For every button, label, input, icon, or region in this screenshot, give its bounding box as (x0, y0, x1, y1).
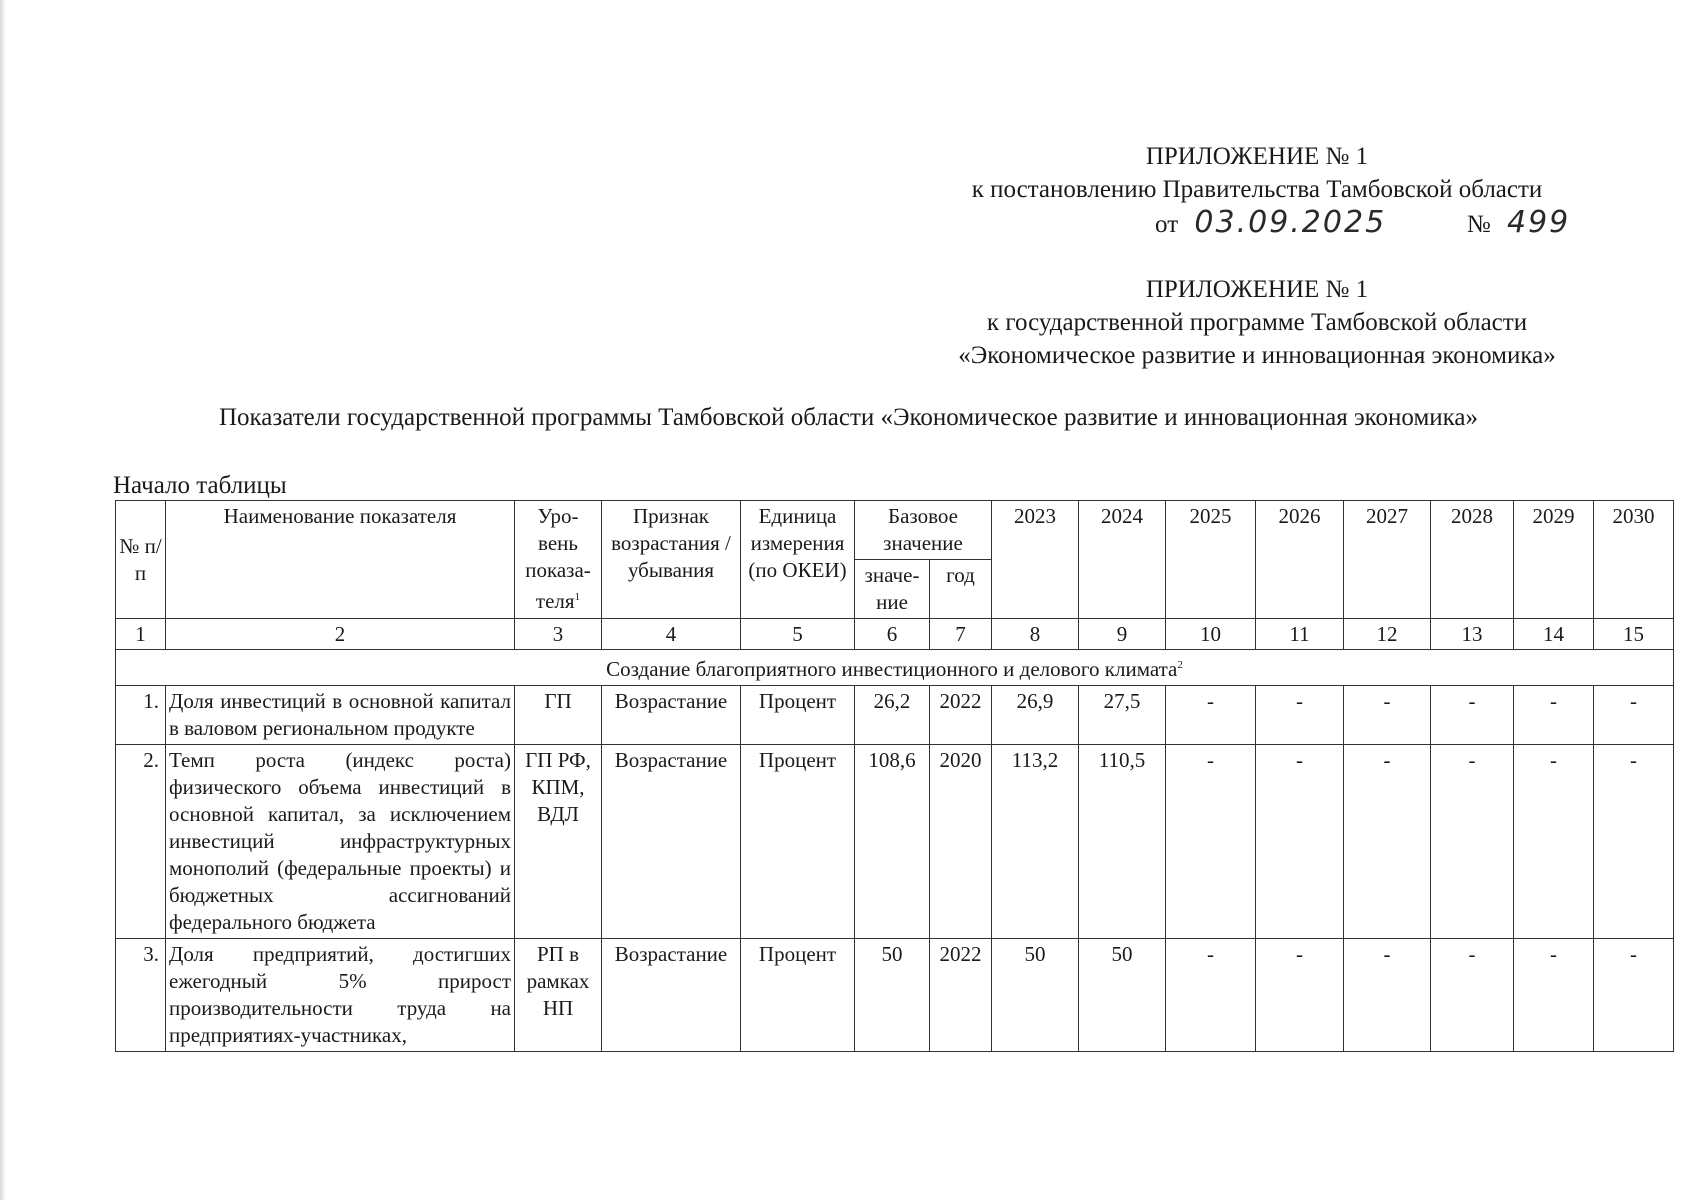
row-value-2029: - (1514, 939, 1594, 1052)
row-num: 3. (116, 939, 166, 1052)
column-number: 11 (1256, 619, 1344, 650)
row-indicator-name: Доля предприятий, достигших ежегодный 5% прирост производительности труда на предприятиях-участниках, (166, 939, 515, 1052)
handwritten-number: 499 (1507, 205, 1571, 240)
column-number: 2 (166, 619, 515, 650)
header-year-2026: 2026 (1256, 501, 1344, 619)
level-footnote-mark: 1 (574, 591, 581, 603)
column-number: 4 (602, 619, 741, 650)
program-reference: к государственной программе Тамбовской области (986, 309, 1528, 336)
row-base-year: 2022 (930, 686, 992, 745)
row-value-2024: 110,5 (1079, 745, 1166, 939)
decree-appendix-title: ПРИЛОЖЕНИЕ № 1 (1145, 143, 1369, 170)
row-value-2028: - (1431, 939, 1514, 1052)
indicators-table-wrap (115, 500, 1663, 1052)
row-value-2026: - (1256, 686, 1344, 745)
header-year-2023: 2023 (992, 501, 1079, 619)
column-number: 6 (855, 619, 930, 650)
row-indicator-name: Темп роста (индекс роста) физического объема инвестиций в основной капитал, за исключением инвестиций инфраструктурных монополий (федеральные проекты) и бюджетных ассигнований федерального бюджета (166, 745, 515, 939)
table-row (116, 745, 1674, 939)
header-base-year: год (930, 560, 992, 619)
row-value-2030: - (1594, 939, 1674, 1052)
row-value-2027: - (1344, 686, 1431, 745)
row-value-2025: - (1166, 939, 1256, 1052)
program-name: «Экономическое развитие и инновационная экономика» (958, 342, 1556, 369)
header-level (515, 501, 602, 619)
header-name: Наименование показателя (166, 501, 515, 619)
row-base-value: 50 (855, 939, 930, 1052)
scan-edge (0, 0, 6, 1200)
header-base-value: значе-ние (855, 560, 930, 619)
row-trend: Возрастание (602, 745, 741, 939)
row-indicator-name: Доля инвестиций в основной капитал в валовом региональном продукте (166, 686, 515, 745)
row-level: РП в рамках НП (515, 939, 602, 1052)
section-title-text: Создание благоприятного инвестиционного и делового климата (606, 657, 1178, 681)
column-number: 15 (1594, 619, 1674, 650)
row-value-2030: - (1594, 686, 1674, 745)
header-base: Базовое значение (855, 501, 992, 560)
column-number: 1 (116, 619, 166, 650)
row-value-2027: - (1344, 745, 1431, 939)
row-base-year: 2022 (930, 939, 992, 1052)
row-unit: Процент (741, 745, 855, 939)
row-num: 2. (116, 745, 166, 939)
document-title: Показатели государственной программы Тамбовской области «Экономическое развитие и инновационная экономика» (218, 404, 1479, 431)
column-number: 8 (992, 619, 1079, 650)
row-value-2023: 113,2 (992, 745, 1079, 939)
header-year-2029: 2029 (1514, 501, 1594, 619)
header-unit: Единица измерения (по ОКЕИ) (741, 501, 855, 619)
table-row (116, 686, 1674, 745)
row-unit: Процент (741, 686, 855, 745)
row-value-2024: 50 (1079, 939, 1166, 1052)
row-num: 1. (116, 686, 166, 745)
indicators-table (115, 500, 1674, 1052)
header-year-2027: 2027 (1344, 501, 1431, 619)
row-base-value: 26,2 (855, 686, 930, 745)
row-value-2028: - (1431, 686, 1514, 745)
row-base-value: 108,6 (855, 745, 930, 939)
row-value-2028: - (1431, 745, 1514, 939)
number-label: № (1466, 211, 1491, 238)
row-level: ГП (515, 686, 602, 745)
row-value-2030: - (1594, 745, 1674, 939)
row-level: ГП РФ, КПМ, ВДЛ (515, 745, 602, 939)
column-number: 14 (1514, 619, 1594, 650)
row-value-2027: - (1344, 939, 1431, 1052)
table-caption: Начало таблицы (113, 472, 287, 499)
section-row (116, 650, 1674, 686)
row-base-year: 2020 (930, 745, 992, 939)
header-num: № п/п (116, 501, 166, 619)
header-year-2028: 2028 (1431, 501, 1514, 619)
column-number: 13 (1431, 619, 1514, 650)
column-numbers-row (116, 619, 1674, 650)
column-number: 12 (1344, 619, 1431, 650)
row-value-2029: - (1514, 745, 1594, 939)
column-number: 10 (1166, 619, 1256, 650)
decree-date-number-row (877, 206, 1637, 241)
column-number: 7 (930, 619, 992, 650)
header-level-text: Уро-вень показа-теля (525, 504, 591, 613)
header-row-1 (116, 501, 1674, 560)
section-title (116, 650, 1674, 686)
row-value-2026: - (1256, 939, 1344, 1052)
header-year-2025: 2025 (1166, 501, 1256, 619)
decree-reference: к постановлению Правительства Тамбовской области (971, 176, 1543, 203)
handwritten-date: 03.09.2025 (1194, 205, 1387, 240)
column-number: 9 (1079, 619, 1166, 650)
row-value-2026: - (1256, 745, 1344, 939)
header-year-2024: 2024 (1079, 501, 1166, 619)
row-unit: Процент (741, 939, 855, 1052)
program-appendix-header (877, 273, 1637, 372)
row-trend: Возрастание (602, 686, 741, 745)
program-appendix-title: ПРИЛОЖЕНИЕ № 1 (1145, 276, 1369, 303)
from-label: от (1155, 211, 1179, 238)
header-trend: Признак возрастания / убывания (602, 501, 741, 619)
row-trend: Возрастание (602, 939, 741, 1052)
row-value-2024: 27,5 (1079, 686, 1166, 745)
row-value-2023: 26,9 (992, 686, 1079, 745)
decree-appendix-header (877, 140, 1637, 241)
section-footnote-mark: 2 (1177, 659, 1183, 671)
row-value-2025: - (1166, 745, 1256, 939)
row-value-2023: 50 (992, 939, 1079, 1052)
row-value-2029: - (1514, 686, 1594, 745)
row-value-2025: - (1166, 686, 1256, 745)
column-number: 3 (515, 619, 602, 650)
table-row (116, 939, 1674, 1052)
header-year-2030: 2030 (1594, 501, 1674, 619)
column-number: 5 (741, 619, 855, 650)
